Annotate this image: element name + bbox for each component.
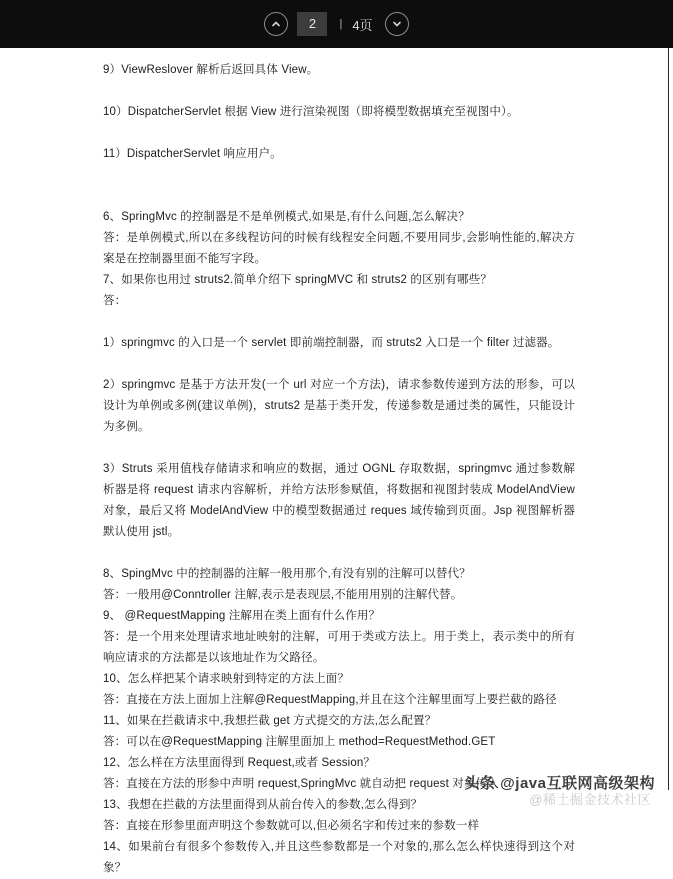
paragraph: 12、怎么样在方法里面得到 Request,或者 Session？ [103, 757, 376, 769]
chevron-down-circle-icon [391, 18, 403, 30]
paragraph: 7、如果你也用过 struts2.简单介绍下 springMVC 和 struts2 的区别有哪些？ [103, 274, 492, 286]
paragraph: 11、如果在拦截请求中,我想拦截 get 方式提交的方法,怎么配置？ [103, 715, 437, 727]
spacer [103, 312, 575, 333]
pagination-toolbar [0, 0, 673, 48]
pagination-control [264, 12, 408, 36]
next-page-button[interactable] [385, 12, 409, 36]
previous-page-button[interactable] [264, 12, 288, 36]
document-text-body [103, 48, 575, 879]
paragraph: 9）ViewReslover 解析后返回具体 View。 [103, 64, 319, 76]
paragraph: 2）springmvc 是基于方法开发(一个 url 对应一个方法)，请求参数传递到方法的形参，可以设计为单例或多例(建议单例)，struts2 是基于类开发，传递参数是通过类的属性，只能设计为多例。 [103, 379, 575, 433]
paragraph: 3）Struts 采用值栈存储请求和响应的数据，通过 OGNL 存取数据，springmvc 通过参数解析器是将 request 请求内容解析，并给方法形参赋值，将数据和视图封装成 ModelAndView 对象，最后又将 ModelAndView 中的模型数据通过 reques 域传输到页面。Jsp 视图解析器默认使用 jstl。 [103, 463, 575, 538]
paragraph: 答：是单例模式,所以在多线程访问的时候有线程安全问题,不要用同步,会影响性能的,解决方案是在控制器里面不能写字段。 [103, 232, 575, 265]
page-separator: | [339, 18, 343, 30]
spacer [103, 354, 575, 375]
paragraph: 答：可以在@RequestMapping 注解里面加上 method=RequestMethod.GET [103, 736, 496, 748]
spacer [103, 543, 575, 564]
paragraph: 10、怎么样把某个请求映射到特定的方法上面？ [103, 673, 350, 685]
spacer [103, 438, 575, 459]
viewer-right-edge [668, 48, 669, 790]
paragraph: 1）springmvc 的入口是一个 servlet 即前端控制器，而 struts2 入口是一个 filter 过滤器。 [103, 337, 560, 349]
paragraph: 答：直接在方法的形参中声明 request,SpringMvc 就自动把 request 对象传入 [103, 778, 499, 790]
watermark-secondary: @稀土掘金技术社区 [529, 792, 651, 807]
document-page[interactable] [0, 48, 673, 874]
paragraph: 答：直接在方法上面加上注解@RequestMapping,并且在这个注解里面写上要拦截的路径 [103, 694, 557, 706]
paragraph: 答：直接在形参里面声明这个参数就可以,但必须名字和传过来的参数一样 [103, 820, 480, 832]
paragraph: 14、如果前台有很多个参数传入,并且这些参数都是一个对象的,那么怎么样快速得到这个对象？ [103, 841, 575, 874]
paragraph: 6、SpringMvc 的控制器是不是单例模式,如果是,有什么问题,怎么解决？ [103, 211, 470, 223]
paragraph: 13、我想在拦截的方法里面得到从前台传入的参数,怎么得到？ [103, 799, 423, 811]
paragraph: 8、SpingMvc 中的控制器的注解一般用那个,有没有别的注解可以替代？ [103, 568, 471, 580]
paragraph: 10）DispatcherServlet 根据 View 进行渲染视图（即将模型数据填充至视图中）。 [103, 106, 519, 118]
spacer [103, 165, 575, 207]
spacer [103, 123, 575, 144]
current-page-input[interactable]: 2 [297, 12, 327, 36]
watermark-primary: 头条 @java互联网高级架构 [464, 775, 655, 792]
total-pages-label: 4页 [352, 17, 373, 33]
paragraph: 9、 @RequestMapping 注解用在类上面有什么作用？ [103, 610, 381, 622]
paragraph: 答：一般用@Conntroller 注解,表示是表现层,不能用用别的注解代替。 [103, 589, 463, 601]
paragraph: 11）DispatcherServlet 响应用户。 [103, 148, 282, 160]
paragraph: 答： [103, 295, 127, 307]
chevron-up-circle-icon [270, 18, 282, 30]
spacer [103, 81, 575, 102]
paragraph: 答：是一个用来处理请求地址映射的注解，可用于类或方法上。用于类上，表示类中的所有响应请求的方法都是以该地址作为父路径。 [103, 631, 575, 664]
